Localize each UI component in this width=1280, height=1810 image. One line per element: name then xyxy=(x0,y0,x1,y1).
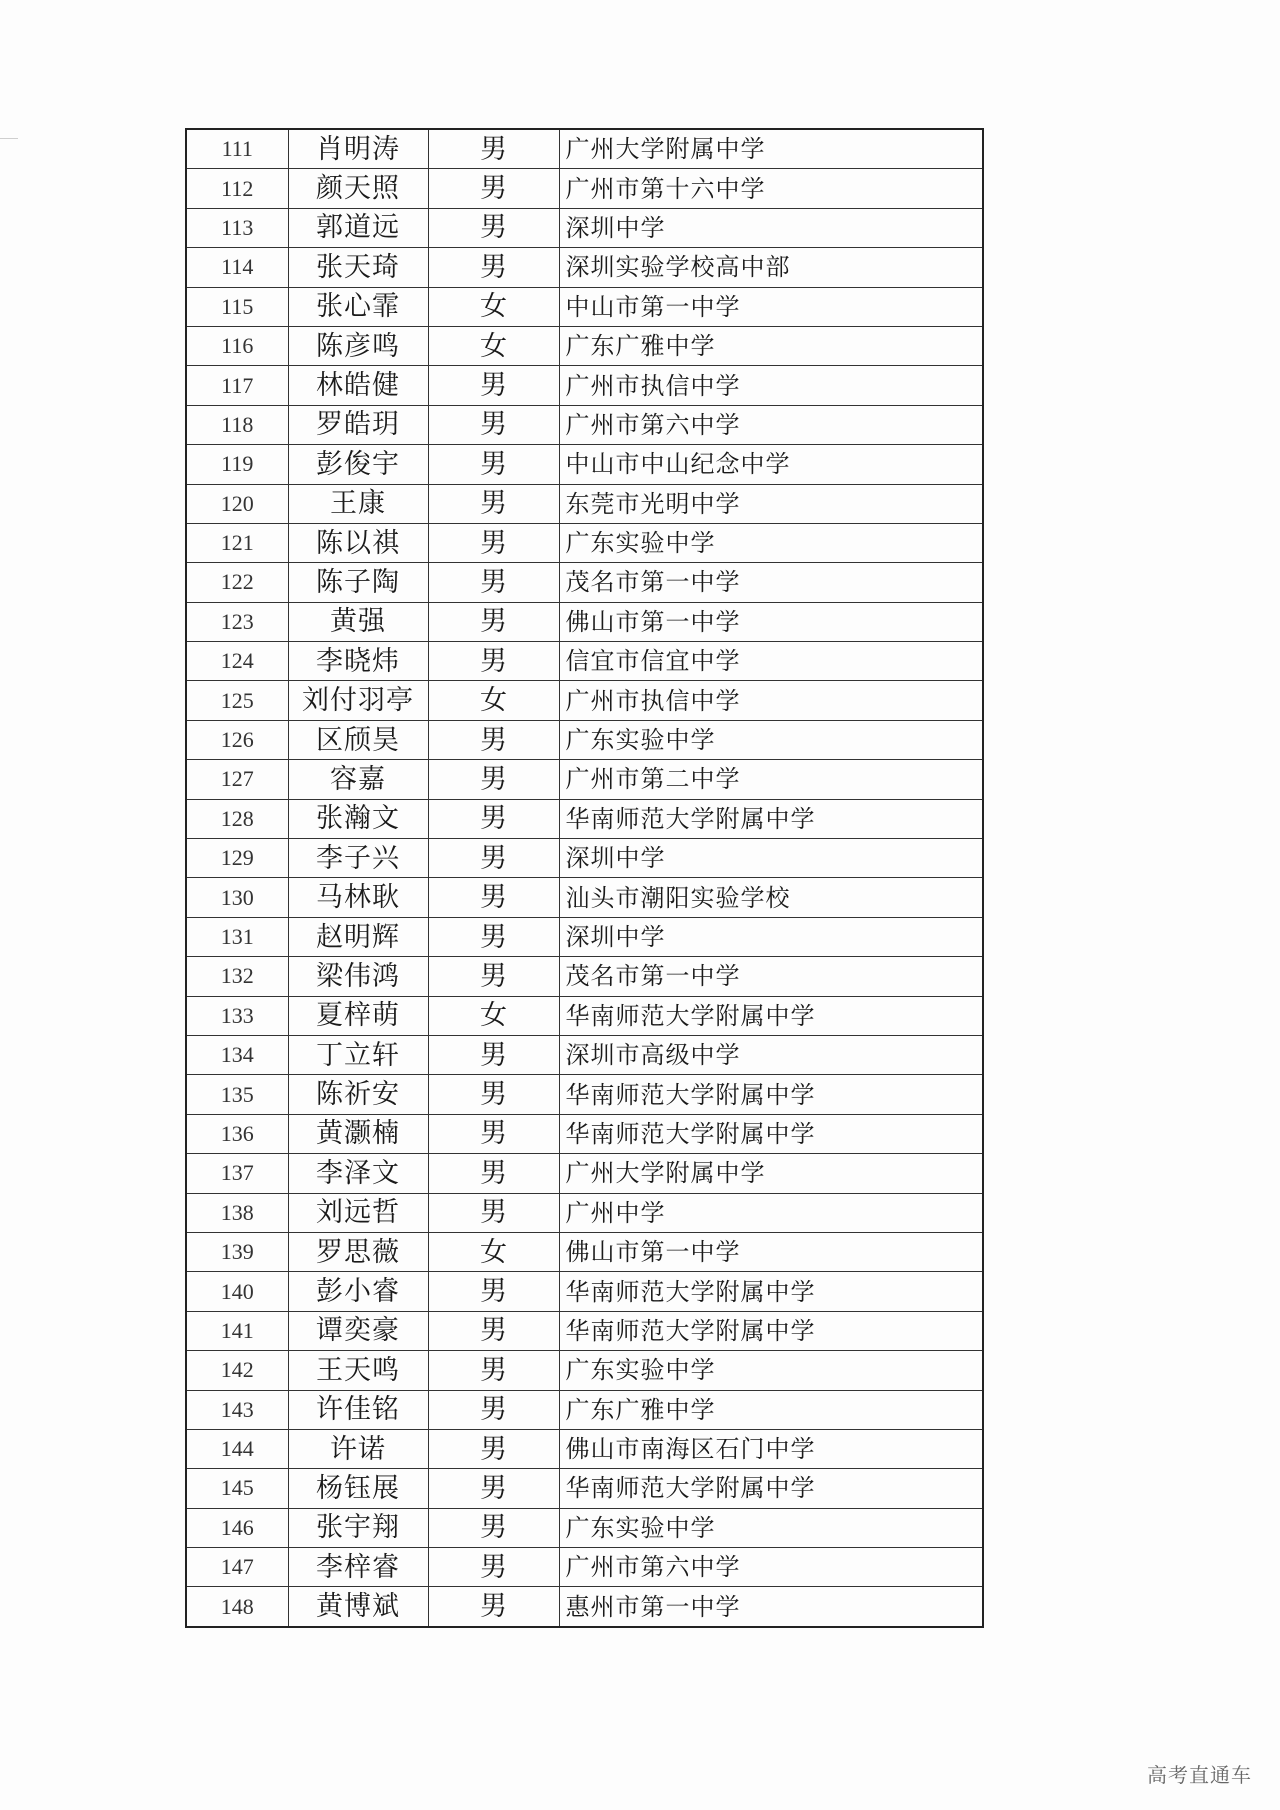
student-name: 林皓健 xyxy=(288,366,428,405)
row-number: 142 xyxy=(186,1351,288,1390)
student-gender: 男 xyxy=(428,1311,559,1350)
student-gender: 男 xyxy=(428,1587,559,1627)
student-name: 赵明辉 xyxy=(288,917,428,956)
student-gender: 女 xyxy=(428,1232,559,1271)
roster-body xyxy=(186,129,983,1627)
student-gender: 女 xyxy=(428,326,559,365)
row-number: 135 xyxy=(186,1075,288,1114)
table-row xyxy=(186,129,983,169)
table-row xyxy=(186,720,983,759)
student-name: 李泽文 xyxy=(288,1154,428,1193)
student-school: 佛山市第一中学 xyxy=(559,602,983,641)
table-row xyxy=(186,405,983,444)
student-name: 黄强 xyxy=(288,602,428,641)
student-gender: 男 xyxy=(428,366,559,405)
row-number: 114 xyxy=(186,248,288,287)
table-row xyxy=(186,563,983,602)
row-number: 132 xyxy=(186,957,288,996)
student-school: 深圳中学 xyxy=(559,839,983,878)
table-row xyxy=(186,287,983,326)
student-gender: 男 xyxy=(428,917,559,956)
table-row xyxy=(186,1508,983,1547)
student-school: 广州中学 xyxy=(559,1193,983,1232)
student-gender: 男 xyxy=(428,1351,559,1390)
row-number: 137 xyxy=(186,1154,288,1193)
row-number: 123 xyxy=(186,602,288,641)
table-row xyxy=(186,523,983,562)
student-gender: 男 xyxy=(428,563,559,602)
student-gender: 男 xyxy=(428,957,559,996)
student-name: 李梓睿 xyxy=(288,1548,428,1587)
student-school: 东莞市光明中学 xyxy=(559,484,983,523)
row-number: 147 xyxy=(186,1548,288,1587)
student-name: 陈以祺 xyxy=(288,523,428,562)
student-name: 颜天照 xyxy=(288,169,428,208)
student-school: 深圳实验学校高中部 xyxy=(559,248,983,287)
student-school: 汕头市潮阳实验学校 xyxy=(559,878,983,917)
row-number: 130 xyxy=(186,878,288,917)
student-gender: 男 xyxy=(428,799,559,838)
table-row xyxy=(186,917,983,956)
student-gender: 男 xyxy=(428,1075,559,1114)
student-school: 中山市第一中学 xyxy=(559,287,983,326)
student-gender: 男 xyxy=(428,1469,559,1508)
student-name: 黄博斌 xyxy=(288,1587,428,1627)
student-name: 区颀昊 xyxy=(288,720,428,759)
student-gender: 男 xyxy=(428,1035,559,1074)
student-gender: 男 xyxy=(428,248,559,287)
row-number: 134 xyxy=(186,1035,288,1074)
table-row xyxy=(186,760,983,799)
table-row xyxy=(186,1587,983,1627)
student-name: 杨钰展 xyxy=(288,1469,428,1508)
student-gender: 男 xyxy=(428,208,559,247)
row-number: 117 xyxy=(186,366,288,405)
row-number: 133 xyxy=(186,996,288,1035)
row-number: 115 xyxy=(186,287,288,326)
row-number: 121 xyxy=(186,523,288,562)
student-school: 广东实验中学 xyxy=(559,1351,983,1390)
student-school: 华南师范大学附属中学 xyxy=(559,799,983,838)
watermark-text: 高考直通车 xyxy=(1147,1763,1252,1787)
row-number: 144 xyxy=(186,1429,288,1468)
table-row xyxy=(186,602,983,641)
student-name: 王天鸣 xyxy=(288,1351,428,1390)
student-school: 华南师范大学附属中学 xyxy=(559,1075,983,1114)
student-school: 广东广雅中学 xyxy=(559,1390,983,1429)
student-name: 李晓炜 xyxy=(288,642,428,681)
table-row xyxy=(186,1075,983,1114)
student-name: 马林耿 xyxy=(288,878,428,917)
student-gender: 男 xyxy=(428,720,559,759)
student-school: 华南师范大学附属中学 xyxy=(559,996,983,1035)
student-school: 惠州市第一中学 xyxy=(559,1587,983,1627)
student-school: 广州大学附属中学 xyxy=(559,1154,983,1193)
student-name: 谭奕豪 xyxy=(288,1311,428,1350)
student-name: 罗思薇 xyxy=(288,1232,428,1271)
student-school: 广东实验中学 xyxy=(559,523,983,562)
row-number: 145 xyxy=(186,1469,288,1508)
row-number: 113 xyxy=(186,208,288,247)
student-school: 广东实验中学 xyxy=(559,1508,983,1547)
student-name: 容嘉 xyxy=(288,760,428,799)
row-number: 128 xyxy=(186,799,288,838)
row-number: 126 xyxy=(186,720,288,759)
student-name: 肖明涛 xyxy=(288,129,428,169)
table-row xyxy=(186,169,983,208)
row-number: 111 xyxy=(186,129,288,169)
row-number: 119 xyxy=(186,445,288,484)
row-number: 120 xyxy=(186,484,288,523)
row-number: 129 xyxy=(186,839,288,878)
student-school: 佛山市南海区石门中学 xyxy=(559,1429,983,1468)
table-row xyxy=(186,1272,983,1311)
row-number: 141 xyxy=(186,1311,288,1350)
student-school: 华南师范大学附属中学 xyxy=(559,1114,983,1153)
student-gender: 女 xyxy=(428,287,559,326)
student-school: 华南师范大学附属中学 xyxy=(559,1469,983,1508)
student-gender: 男 xyxy=(428,1390,559,1429)
row-number: 138 xyxy=(186,1193,288,1232)
student-name: 李子兴 xyxy=(288,839,428,878)
table-row xyxy=(186,1193,983,1232)
row-number: 146 xyxy=(186,1508,288,1547)
student-gender: 男 xyxy=(428,1548,559,1587)
student-school: 广州大学附属中学 xyxy=(559,129,983,169)
student-school: 广东实验中学 xyxy=(559,720,983,759)
student-gender: 女 xyxy=(428,681,559,720)
table-row xyxy=(186,1469,983,1508)
student-gender: 男 xyxy=(428,1272,559,1311)
student-name: 陈子陶 xyxy=(288,563,428,602)
student-school: 广东广雅中学 xyxy=(559,326,983,365)
table-row xyxy=(186,957,983,996)
student-gender: 男 xyxy=(428,602,559,641)
student-gender: 男 xyxy=(428,760,559,799)
student-name: 张宇翔 xyxy=(288,1508,428,1547)
table-row xyxy=(186,1154,983,1193)
table-row xyxy=(186,681,983,720)
row-number: 148 xyxy=(186,1587,288,1627)
table-row xyxy=(186,1548,983,1587)
row-number: 122 xyxy=(186,563,288,602)
student-school: 广州市执信中学 xyxy=(559,681,983,720)
student-name: 梁伟鸿 xyxy=(288,957,428,996)
student-gender: 男 xyxy=(428,1193,559,1232)
student-gender: 男 xyxy=(428,484,559,523)
table-row xyxy=(186,1390,983,1429)
student-name: 彭小睿 xyxy=(288,1272,428,1311)
student-name: 陈彦鸣 xyxy=(288,326,428,365)
student-name: 刘付羽亭 xyxy=(288,681,428,720)
scan-edge-mark xyxy=(0,138,18,139)
table-row xyxy=(186,1429,983,1468)
table-row xyxy=(186,642,983,681)
student-name: 许诺 xyxy=(288,1429,428,1468)
student-school: 广州市第二中学 xyxy=(559,760,983,799)
row-number: 136 xyxy=(186,1114,288,1153)
table-row xyxy=(186,1035,983,1074)
student-gender: 男 xyxy=(428,878,559,917)
student-name: 陈祈安 xyxy=(288,1075,428,1114)
student-gender: 男 xyxy=(428,129,559,169)
student-name: 张天琦 xyxy=(288,248,428,287)
table-row xyxy=(186,484,983,523)
student-name: 黄灏楠 xyxy=(288,1114,428,1153)
table-row xyxy=(186,1351,983,1390)
student-name: 丁立轩 xyxy=(288,1035,428,1074)
student-name: 罗皓玥 xyxy=(288,405,428,444)
student-school: 深圳中学 xyxy=(559,917,983,956)
row-number: 125 xyxy=(186,681,288,720)
student-roster-table xyxy=(185,128,984,1628)
student-school: 中山市中山纪念中学 xyxy=(559,445,983,484)
student-gender: 男 xyxy=(428,1114,559,1153)
student-school: 广州市执信中学 xyxy=(559,366,983,405)
row-number: 127 xyxy=(186,760,288,799)
table-row xyxy=(186,1311,983,1350)
table-row xyxy=(186,1114,983,1153)
table-row xyxy=(186,248,983,287)
student-school: 佛山市第一中学 xyxy=(559,1232,983,1271)
student-gender: 男 xyxy=(428,169,559,208)
student-name: 郭道远 xyxy=(288,208,428,247)
student-gender: 男 xyxy=(428,1429,559,1468)
student-school: 华南师范大学附属中学 xyxy=(559,1311,983,1350)
table-row xyxy=(186,878,983,917)
student-name: 王康 xyxy=(288,484,428,523)
row-number: 124 xyxy=(186,642,288,681)
row-number: 112 xyxy=(186,169,288,208)
student-name: 夏梓萌 xyxy=(288,996,428,1035)
student-gender: 男 xyxy=(428,405,559,444)
table-row xyxy=(186,839,983,878)
student-gender: 男 xyxy=(428,642,559,681)
student-school: 信宜市信宜中学 xyxy=(559,642,983,681)
student-gender: 男 xyxy=(428,1154,559,1193)
table-row xyxy=(186,996,983,1035)
student-gender: 男 xyxy=(428,839,559,878)
student-gender: 男 xyxy=(428,445,559,484)
student-school: 茂名市第一中学 xyxy=(559,957,983,996)
row-number: 143 xyxy=(186,1390,288,1429)
student-school: 广州市第六中学 xyxy=(559,1548,983,1587)
student-name: 许佳铭 xyxy=(288,1390,428,1429)
table-row xyxy=(186,799,983,838)
student-school: 深圳中学 xyxy=(559,208,983,247)
student-name: 刘远哲 xyxy=(288,1193,428,1232)
table-row xyxy=(186,445,983,484)
student-gender: 男 xyxy=(428,523,559,562)
student-school: 华南师范大学附属中学 xyxy=(559,1272,983,1311)
row-number: 140 xyxy=(186,1272,288,1311)
table-row xyxy=(186,1232,983,1271)
row-number: 139 xyxy=(186,1232,288,1271)
table-row xyxy=(186,208,983,247)
student-name: 张瀚文 xyxy=(288,799,428,838)
row-number: 116 xyxy=(186,326,288,365)
student-gender: 男 xyxy=(428,1508,559,1547)
table-row xyxy=(186,366,983,405)
row-number: 118 xyxy=(186,405,288,444)
table-row xyxy=(186,326,983,365)
student-name: 彭俊宇 xyxy=(288,445,428,484)
student-school: 广州市第六中学 xyxy=(559,405,983,444)
student-school: 茂名市第一中学 xyxy=(559,563,983,602)
student-school: 深圳市高级中学 xyxy=(559,1035,983,1074)
row-number: 131 xyxy=(186,917,288,956)
student-school: 广州市第十六中学 xyxy=(559,169,983,208)
student-name: 张心霏 xyxy=(288,287,428,326)
student-gender: 女 xyxy=(428,996,559,1035)
